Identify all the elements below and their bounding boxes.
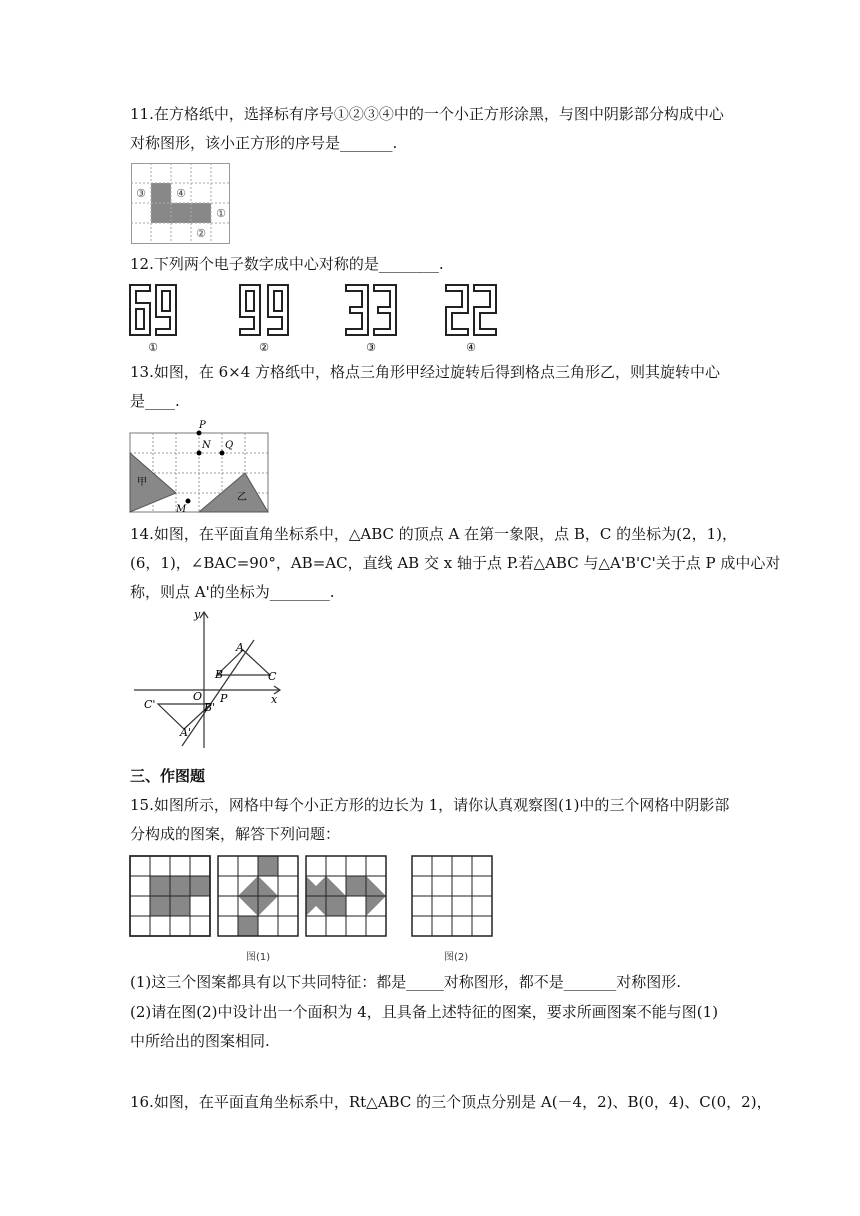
- label-yi: 乙: [237, 492, 247, 503]
- q11-text-line2: 对称图形，该小正方形的序号是_______.: [130, 134, 398, 152]
- label-m: M: [176, 504, 187, 514]
- q12-label-4: ④: [466, 341, 476, 354]
- label-c: C: [268, 670, 277, 683]
- q15-grid-empty: [412, 856, 492, 936]
- q13-text-line2: 是____.: [130, 392, 180, 410]
- q14-coordinate-figure: [130, 608, 290, 754]
- q13-text-line1: 13.如图，在 6×4 方格纸中，格点三角形甲经过旋转后得到格点三角形乙，则其旋转中心: [130, 363, 721, 381]
- point-n: [197, 451, 202, 456]
- digit-3-outline: [374, 285, 396, 335]
- q12-label-3: ③: [366, 341, 376, 354]
- q15-sub2-line1: (2)请在图(2)中设计出一个面积为 4，且具备上述特征的图案，要求所画图案不能与图(1): [130, 1003, 719, 1021]
- digit-2-outline: [446, 285, 468, 335]
- label-p: P: [220, 692, 228, 705]
- label-p: P: [199, 420, 206, 431]
- label-a: A: [236, 641, 244, 654]
- label-q: Q: [225, 440, 234, 451]
- q12-digit-figures: [128, 283, 508, 355]
- q15-text-line1: 15.如图所示，网格中每个小正方形的边长为 1，请你认真观察图(1)中的三个网格中阴影部: [130, 796, 730, 814]
- label-n: N: [202, 440, 211, 451]
- digit-2-outline: [474, 285, 496, 335]
- q11-label-2: ②: [196, 227, 206, 240]
- label-jia: 甲: [137, 477, 147, 488]
- digit-9-outline: [268, 285, 288, 335]
- label-x: x: [271, 693, 278, 706]
- digit-6-outline: [130, 285, 150, 335]
- q15-grid-figures: [128, 854, 498, 944]
- label-y: y: [194, 608, 201, 621]
- section-heading: 三、作图题: [130, 767, 206, 785]
- q15-text-line2: 分构成的图案，解答下列问题：: [130, 825, 341, 843]
- q12-label-1: ①: [148, 341, 158, 354]
- q15-grid-c: [306, 856, 386, 936]
- label-c-prime: C': [144, 698, 156, 711]
- q15-grid-b: [218, 856, 298, 936]
- q15-sub1: (1)这三个图案都具有以下共同特征：都是_____对称图形，都不是_______对称图形.: [130, 973, 682, 991]
- fig1-caption: 图(1): [246, 952, 271, 963]
- point-m: [186, 499, 191, 504]
- q12-label-2: ②: [259, 341, 269, 354]
- q14-text-line2: (6，1)，∠BAC=90°，AB=AC，直线 AB 交 x 轴于点 P.若△ABC 与△A'B'C'关于点 P 成中心对: [130, 554, 781, 572]
- q14-text-line1: 14.如图，在平面直角坐标系中，△ABC 的顶点 A 在第一象限，点 B，C 的坐标为(2，1)，: [130, 525, 737, 543]
- q11-label-4: ④: [176, 187, 186, 200]
- point-p: [197, 431, 202, 436]
- q11-text-line1: 11.在方格纸中，选择标有序号①②③④中的一个小正方形涂黑，与图中阴影部分构成中心: [130, 105, 724, 123]
- label-b: B: [215, 668, 224, 681]
- digit-9-outline: [240, 285, 260, 335]
- q11-label-1: ①: [216, 207, 226, 220]
- q12-text-line1: 12.下列两个电子数字成中心对称的是________.: [130, 255, 444, 273]
- label-a-prime: A': [180, 726, 191, 739]
- q14-text-line3: 称，则点 A'的坐标为________.: [130, 583, 335, 601]
- digit-9-outline: [156, 285, 176, 335]
- q16-text-line1: 16.如图，在平面直角坐标系中，Rt△ABC 的三个顶点分别是 A(－4，2)、B(0，4)、C(0，2)，: [130, 1093, 772, 1111]
- point-q: [220, 451, 225, 456]
- digit-3-outline: [346, 285, 368, 335]
- label-o: O: [193, 690, 203, 703]
- q11-grid-figure: [131, 163, 231, 245]
- label-b-prime: B': [204, 701, 216, 714]
- q11-label-3: ③: [136, 187, 146, 200]
- q13-grid-figure: [129, 418, 271, 514]
- q15-sub2-line2: 中所给出的图案相同.: [130, 1032, 270, 1050]
- fig2-caption: 图(2): [444, 952, 469, 963]
